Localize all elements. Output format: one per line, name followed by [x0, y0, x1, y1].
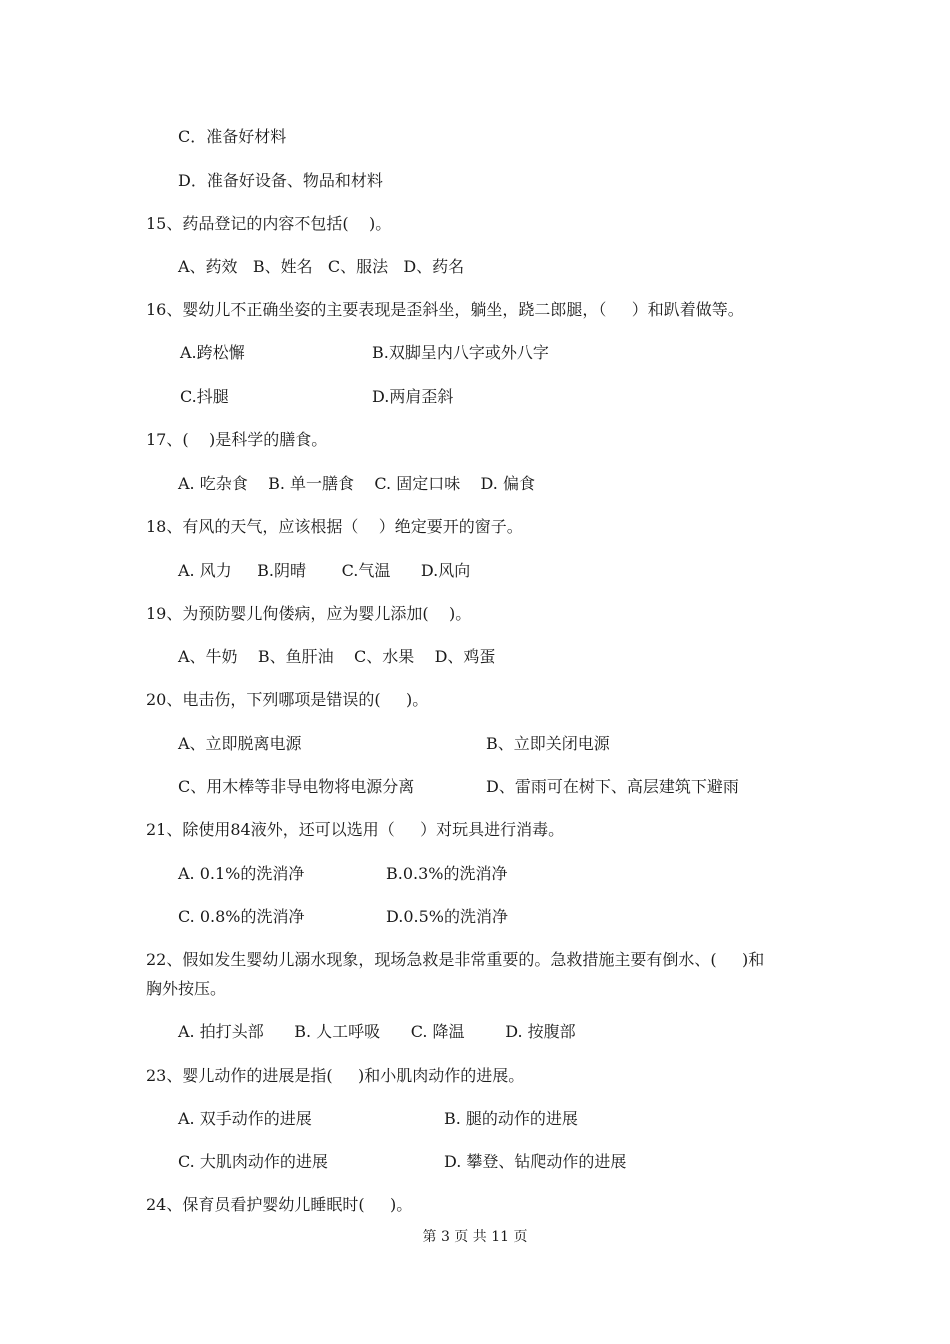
question-19-options: A、牛奶 B、鱼肝油 C、水果 D、鸡蛋	[178, 647, 496, 666]
question-16-option-c: C.抖腿	[180, 387, 229, 406]
question-20-option-c: C、用木棒等非导电物将电源分离	[178, 777, 415, 796]
question-18-options: A. 风力 B.阴晴 C.气温 D.风向	[178, 561, 471, 580]
question-23-option-b: B. 腿的动作的进展	[444, 1109, 578, 1128]
question-22: 22、假如发生婴幼儿溺水现象，现场急救是非常重要的。急救措施主要有倒水、( )和	[146, 950, 765, 969]
question-21-option-c: C. 0.8%的洗消净	[178, 907, 305, 926]
question-16-option-b: B.双脚呈内八字或外八字	[372, 343, 549, 362]
page-footer: 第 3 页 共 11 页	[422, 1229, 528, 1245]
question-23: 23、婴儿动作的进展是指( )和小肌肉动作的进展。	[146, 1066, 525, 1085]
question-20-option-d: D、雷雨可在树下、高层建筑下避雨	[486, 777, 739, 796]
question-19: 19、为预防婴儿佝偻病，应为婴儿添加( )。	[146, 604, 472, 623]
question-22-continuation: 胸外按压。	[146, 979, 227, 998]
question-16-option-a: A.跨松懈	[180, 343, 245, 362]
question-24: 24、保育员看护婴幼儿睡眠时( )。	[146, 1195, 413, 1214]
question-21-option-a: A. 0.1%的洗消净	[178, 864, 305, 883]
question-21-option-b: B.0.3%的洗消净	[386, 864, 508, 883]
question-21: 21、除使用84液外，还可以选用（ ）对玩具进行消毒。	[146, 820, 565, 839]
question-20-option-a: A、立即脱离电源	[178, 734, 302, 753]
question-23-option-c: C. 大肌肉动作的进展	[178, 1152, 328, 1171]
option-line: D．准备好设备、物品和材料	[178, 171, 383, 190]
question-23-option-d: D. 攀登、钻爬动作的进展	[444, 1152, 627, 1171]
question-20-option-b: B、立即关闭电源	[486, 734, 610, 753]
question-18: 18、有风的天气，应该根据（ ）绝定要开的窗子。	[146, 517, 523, 536]
question-15-options: A、药效 B、姓名 C、服法 D、药名	[178, 257, 465, 276]
question-17: 17、( )是科学的膳食。	[146, 430, 328, 449]
question-22-options: A. 拍打头部 B. 人工呼吸 C. 降温 D. 按腹部	[178, 1022, 576, 1041]
question-21-option-d: D.0.5%的洗消净	[386, 907, 508, 926]
question-20: 20、电击伤，下列哪项是错误的( )。	[146, 690, 429, 709]
question-16-option-d: D.两肩歪斜	[372, 387, 454, 406]
option-line: C．准备好材料	[178, 127, 287, 146]
question-16: 16、婴幼儿不正确坐姿的主要表现是歪斜坐，躺坐，跷二郎腿，（ ）和趴着做等。	[146, 300, 744, 319]
question-17-options: A. 吃杂食 B. 单一膳食 C. 固定口味 D. 偏食	[178, 474, 535, 493]
question-23-option-a: A. 双手动作的进展	[178, 1109, 312, 1128]
question-15: 15、药品登记的内容不包括( )。	[146, 214, 392, 233]
